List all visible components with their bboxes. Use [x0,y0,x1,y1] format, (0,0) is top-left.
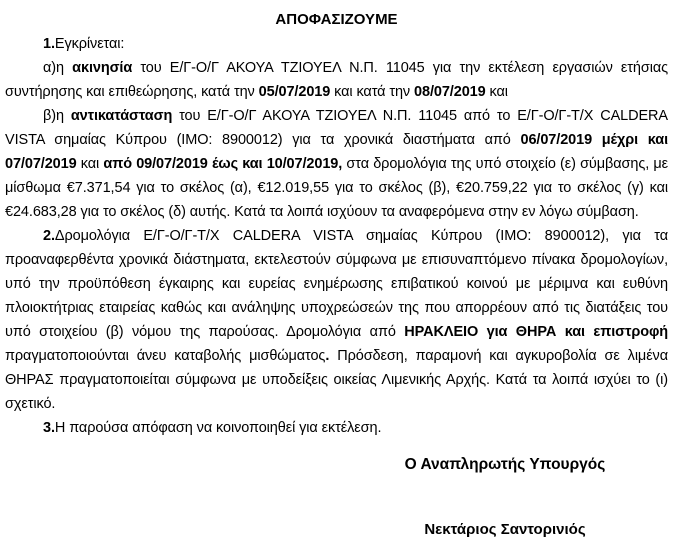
text-run: 08/07/2019 [414,84,486,100]
text-run: 3. [43,420,55,436]
text-run: Δρομολόγια Ε/Γ-Ο/Γ-Τ/Χ CALDERA VISTA σημαίας Κύπρου (ΙΜΟ: 8900012), για τα προαναφερθέντα χρονικά διάστηματα, εκτελεστούν σύμφωνα με επισυναπτόμενο πίνακα δρομολογίων, υπό την προϋπόθεση έγκαιρης και ευρείας ενημέρωσης επιβατικού κοινού με μέριμνα και ευθύνη πλοιοκτήτριας εταιρείας καθώς και ανάληψης υποχρεώσεών της που απορρέουν από τις διατάξεις του υπό στοιχείου (β) νόμου της παρούσας. Δρομολόγια από [5,228,668,340]
paragraph-1a-immobilization [5,56,668,104]
text-run: Η παρούσα απόφαση να κοινοποιηθεί για εκτέλεση. [54,420,382,436]
text-run: 2. [43,228,55,244]
text-run: και κατά την [330,84,415,100]
text-run: α)η [43,60,73,76]
signatory-name: Νεκτάριος Σαντορινιός [424,521,586,538]
text-run: . [325,348,330,364]
text-run: ΗΡΑΚΛΕΙΟ για ΘΗΡΑ και επιστροφή [404,324,668,340]
text-run: του Ε/Γ-Ο/Γ ΑΚΟΥΑ ΤΖΙΟΥΕΛ Ν.Π. 11045 για την εκτέλεση εργασιών ετήσιας συντήρησης και επιθεώρησης, κατά την [5,60,669,100]
signatory-role: Ο Αναπληρωτής Υπουργός [404,456,606,473]
paragraph-1-approval [5,32,668,56]
paragraph-3-notification [5,416,668,440]
text-run: 06/07/2019 μέχρι και 07/07/2019 [5,132,669,172]
text-run: του Ε/Γ-Ο/Γ ΑΚΟΥΑ ΤΖΙΟΥΕΛ Ν.Π. 11045 από το Ε/Γ-Ο/Γ-Τ/Χ CALDERA VISTA σημαίας Κύπρου (ΙΜΟ: 8900012) για τα χρονικά διαστήματα από [5,108,668,148]
text-run: πραγματοποιούνται άνευ καταβολής μισθώματος [5,348,326,364]
text-run: από 09/07/2019 έως και 10/07/2019, [103,156,343,172]
text-run: και [76,156,104,172]
text-run: β)η [43,108,71,124]
text-run: αντικατάσταση [70,108,173,124]
paragraph-2-itineraries [5,224,668,416]
text-run: 1. [43,36,55,52]
signature-block [380,455,630,540]
text-run: και [485,84,508,100]
text-run: Εγκρίνεται: [54,36,125,52]
text-run: Πρόσδεση, παραμονή και αγκυροβολία σε λιμένα ΘΗΡΑΣ πραγματοποιείται σύμφωνα με υποδείξεις οικείας Λιμενικής Αρχής. Κατά τα λοιπά ισχύει το (ι) σχετικό. [5,348,668,412]
text-run: στα δρομολόγια της υπό στοιχείο (ε) σύμβασης, με μίσθωμα €7.371,54 για το σκέλος (α), €12.019,55 για το σκέλος (β), €20.759,22 για το σκέλος (γ) και €24.683,28 για το σκέλος (δ) αυτής. Κατά τα λοιπά ισχύουν τα αναφερόμενα στην εν λόγω σύμβαση. [5,156,668,220]
decision-heading: ΑΠΟΦΑΣΙΖΟΥΜΕ [275,11,398,28]
paragraph-1b-replacement [5,104,668,224]
text-run: ακινησία [72,60,133,76]
text-run: 05/07/2019 [258,84,331,100]
